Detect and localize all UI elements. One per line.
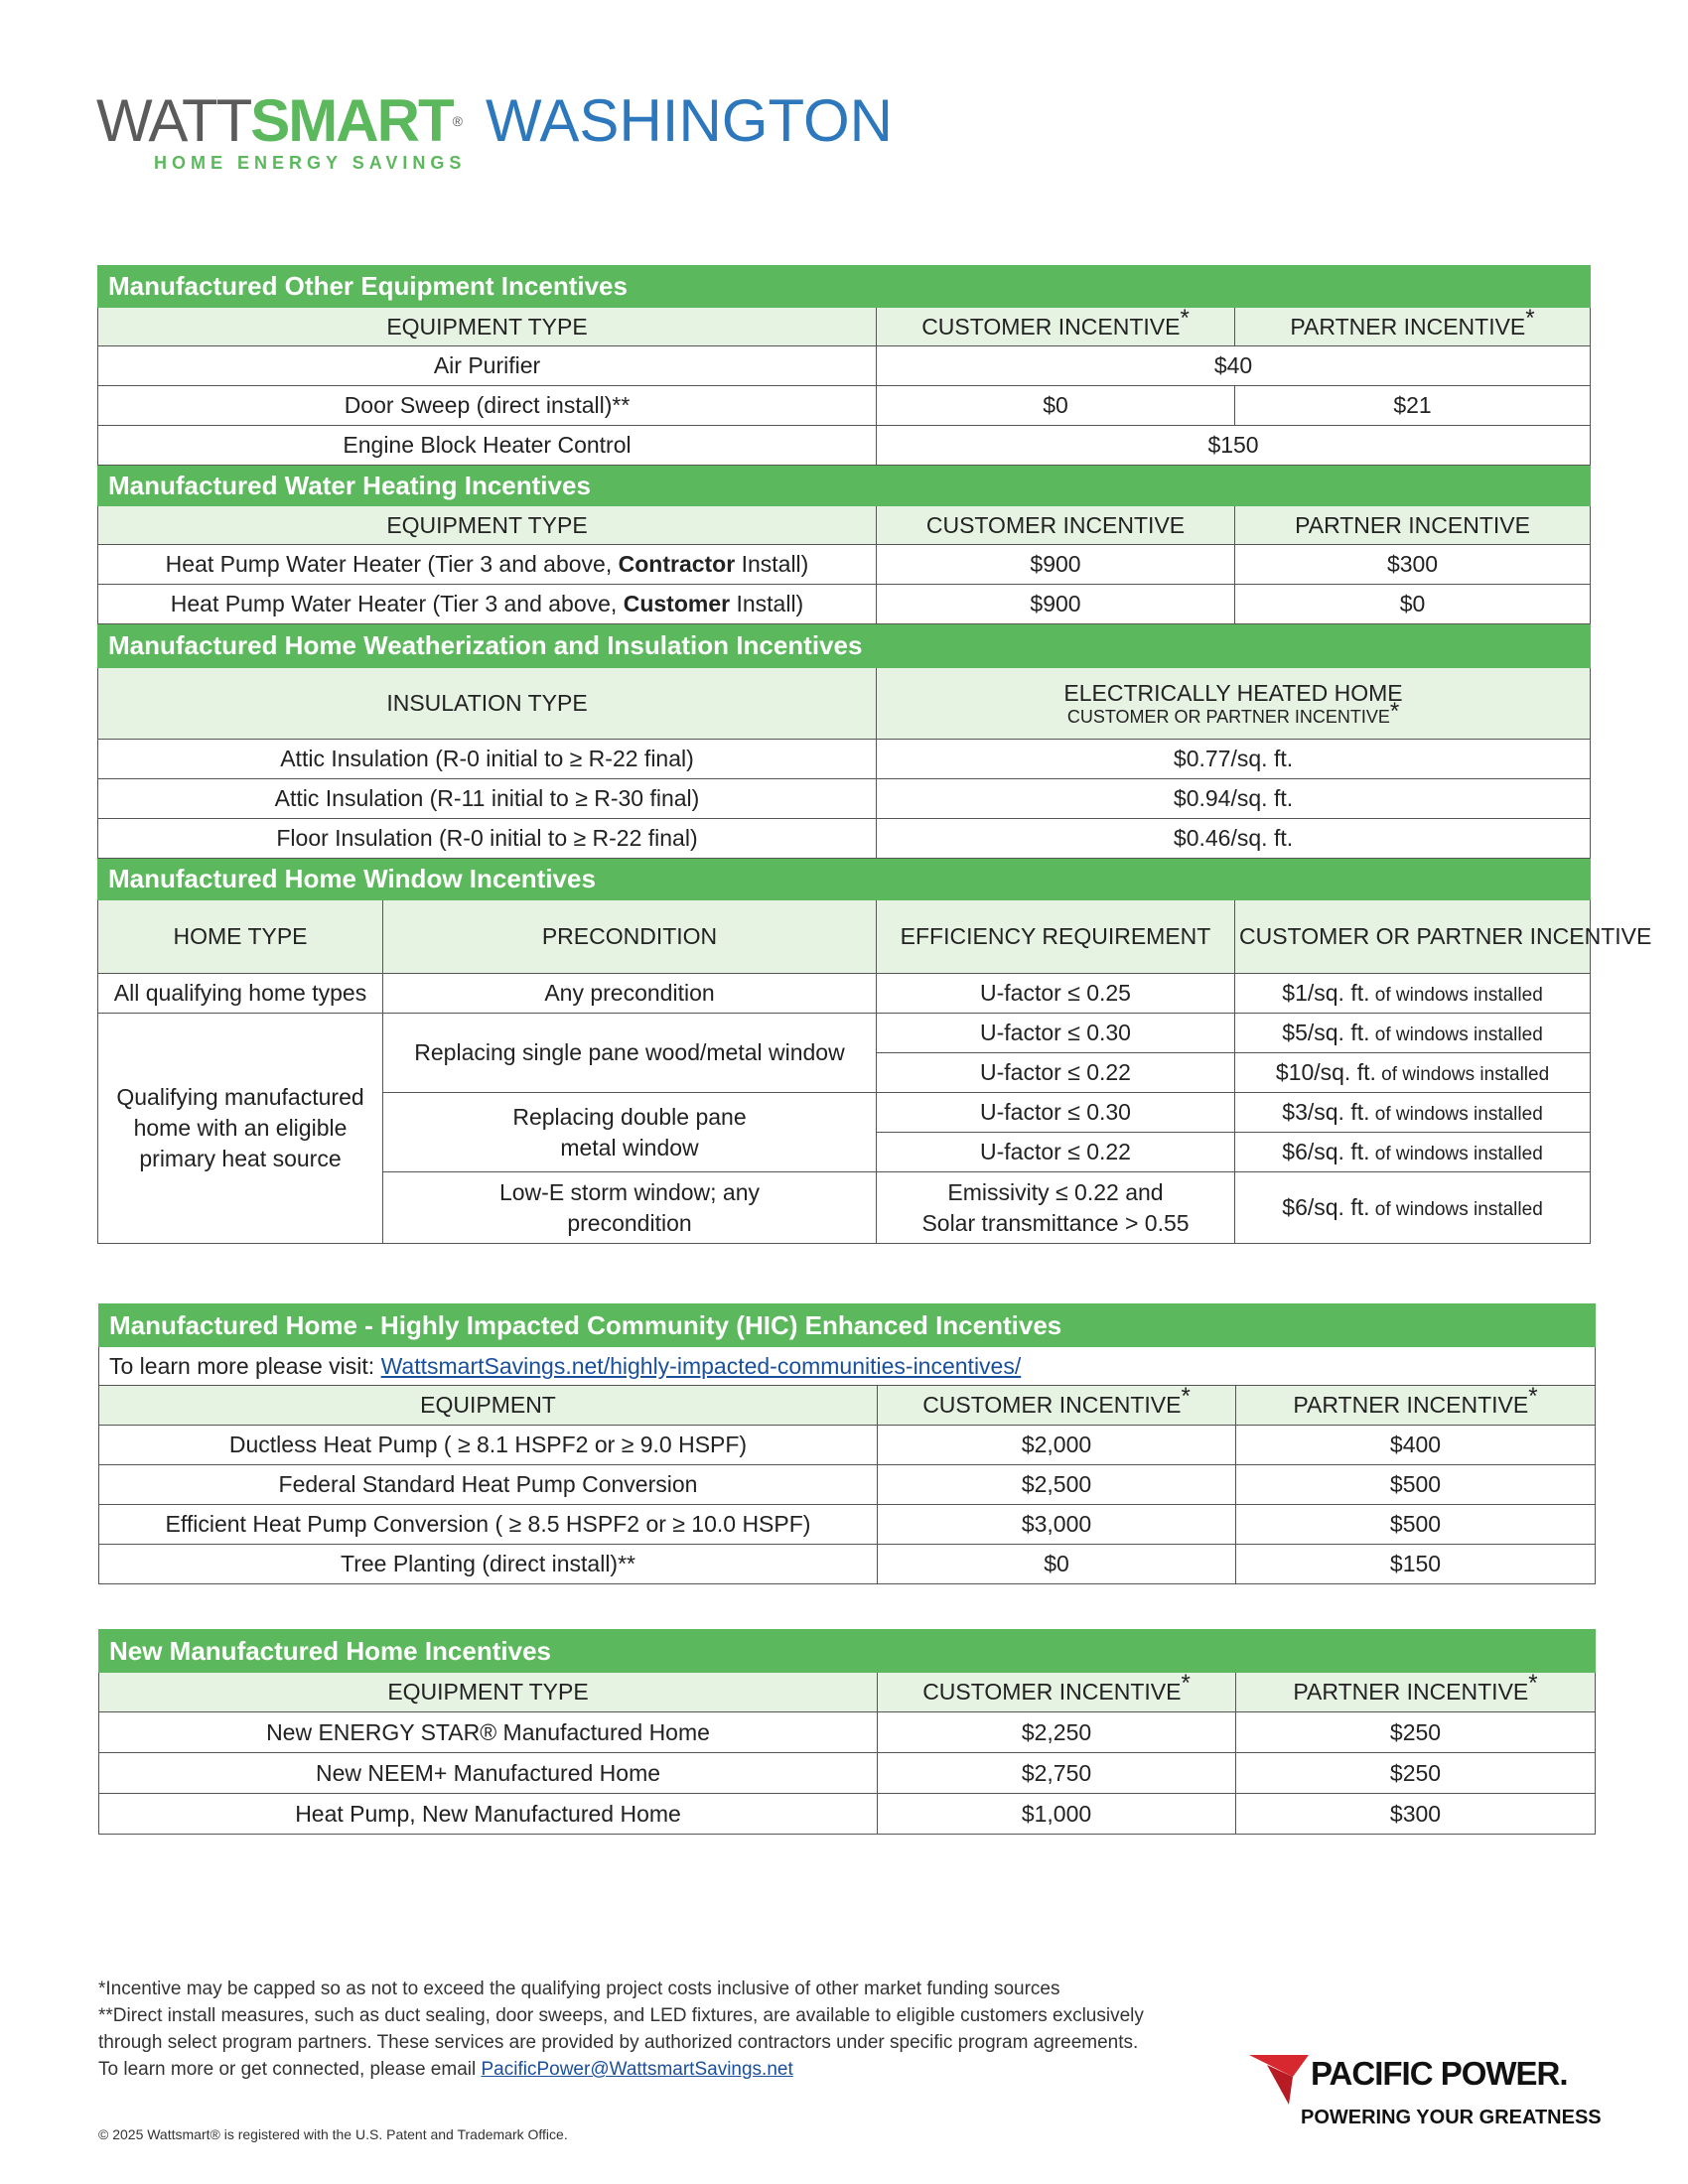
customer-incentive: $900: [877, 585, 1235, 624]
insulation-incentive: $0.77/sq. ft.: [877, 740, 1591, 779]
col-header-incentive: CUSTOMER OR PARTNER INCENTIVE: [1235, 900, 1591, 974]
customer-incentive: $3,000: [878, 1505, 1236, 1545]
precondition: Low-E storm window; any precondition: [383, 1172, 877, 1244]
section-weatherization: [98, 624, 1591, 668]
table-row: [98, 779, 1591, 819]
equipment-name: Heat Pump Water Heater (Tier 3 and above, Contractor Install): [98, 545, 877, 585]
table-row: [99, 1505, 1596, 1545]
section-hic: [99, 1304, 1596, 1347]
equipment-name: Engine Block Heater Control: [98, 426, 877, 466]
insulation-incentive: $0.94/sq. ft.: [877, 779, 1591, 819]
efficiency: U-factor ≤ 0.30: [877, 1093, 1235, 1133]
incentive-table-main: [97, 265, 1652, 1244]
col-header-insulation: INSULATION TYPE: [98, 668, 877, 740]
table-row: [99, 1426, 1596, 1465]
learn-more-text: To learn more please visit: WattsmartSavings.net/highly-impacted-communities-incentives/: [99, 1347, 1596, 1386]
insulation-incentive: $0.46/sq. ft.: [877, 819, 1591, 859]
customer-incentive: $900: [877, 545, 1235, 585]
table-row: [98, 585, 1591, 624]
table-row: [99, 1753, 1596, 1794]
combined-incentive: $150: [877, 426, 1591, 466]
customer-incentive: $1,000: [878, 1794, 1236, 1835]
col-header-equipment: EQUIPMENT TYPE: [98, 308, 877, 346]
col-header-partner: PARTNER INCENTIVE*: [1236, 1673, 1596, 1712]
customer-incentive: $2,250: [878, 1712, 1236, 1753]
footnote-contact: To learn more or get connected, please email PacificPower@WattsmartSavings.net: [98, 2059, 793, 2080]
insulation-name: Floor Insulation (R-0 initial to ≥ R-22 final): [98, 819, 877, 859]
section-water-heating: [98, 466, 1591, 506]
table-row: [98, 386, 1591, 426]
partner-incentive: $21: [1235, 386, 1591, 426]
partner-incentive: $500: [1236, 1505, 1596, 1545]
window-incentive: $6/sq. ft. of windows installed: [1235, 1133, 1591, 1172]
home-type: Qualifying manufactured home with an eligible primary heat source: [98, 1014, 383, 1244]
home-type: All qualifying home types: [98, 974, 383, 1014]
footnote-direct-install-cont: through select program partners. These services are provided by authorized contractors under specific program agreements.: [98, 2032, 1139, 2053]
col-header-precondition: PRECONDITION: [383, 900, 877, 974]
col-header-partner: PARTNER INCENTIVE*: [1236, 1386, 1596, 1426]
learn-more-row: [99, 1347, 1596, 1386]
col-header-equipment: EQUIPMENT: [99, 1386, 878, 1426]
logo-subtitle: HOME ENERGY SAVINGS: [154, 153, 467, 173]
col-header-partner: PARTNER INCENTIVE: [1235, 506, 1591, 545]
header-row: [98, 308, 1591, 346]
partner-incentive: $0: [1235, 585, 1591, 624]
customer-incentive: $2,750: [878, 1753, 1236, 1794]
efficiency: U-factor ≤ 0.30: [877, 1014, 1235, 1053]
pacific-power-logo: [1249, 2055, 1602, 2144]
col-header-customer: CUSTOMER INCENTIVE: [877, 506, 1235, 545]
copyright: © 2025 Wattsmart® is registered with the U.S. Patent and Trademark Office.: [98, 2126, 568, 2142]
precondition: Replacing double pane metal window: [383, 1093, 877, 1172]
table-row: [98, 819, 1591, 859]
header-row: [98, 900, 1591, 974]
efficiency: U-factor ≤ 0.25: [877, 974, 1235, 1014]
footnote-direct-install: **Direct install measures, such as duct sealing, door sweeps, and LED fixtures, are available to eligible customers exclusively: [98, 2005, 1144, 2026]
col-header-partner: PARTNER INCENTIVE*: [1235, 308, 1591, 346]
col-header-efficiency: EFFICIENCY REQUIREMENT: [877, 900, 1235, 974]
equipment-name: Door Sweep (direct install)**: [98, 386, 877, 426]
efficiency: Emissivity ≤ 0.22 and Solar transmittance > 0.55: [877, 1172, 1235, 1244]
col-header-customer: CUSTOMER INCENTIVE*: [878, 1673, 1236, 1712]
section-title: Manufactured Other Equipment Incentives: [98, 266, 1591, 308]
customer-incentive: $2,500: [878, 1465, 1236, 1505]
section-other-equipment: [98, 266, 1591, 308]
equipment-name: Heat Pump Water Heater (Tier 3 and above, Customer Install): [98, 585, 877, 624]
partner-incentive: $300: [1236, 1794, 1596, 1835]
equipment-name: New NEEM+ Manufactured Home: [99, 1753, 878, 1794]
section-title: New Manufactured Home Incentives: [99, 1630, 1596, 1673]
col-header-equipment: EQUIPMENT TYPE: [99, 1673, 878, 1712]
table-row: [99, 1794, 1596, 1835]
equipment-name: Ductless Heat Pump ( ≥ 8.1 HSPF2 or ≥ 9.0 HSPF): [99, 1426, 878, 1465]
precondition: Replacing single pane wood/metal window: [383, 1014, 877, 1093]
window-incentive: $1/sq. ft. of windows installed: [1235, 974, 1591, 1014]
col-header-electric-home: ELECTRICALLY HEATED HOME CUSTOMER OR PARTNER INCENTIVE*: [877, 668, 1591, 740]
col-header-equipment: EQUIPMENT TYPE: [98, 506, 877, 545]
hic-link[interactable]: WattsmartSavings.net/highly-impacted-communities-incentives/: [380, 1352, 1022, 1379]
equipment-name: Federal Standard Heat Pump Conversion: [99, 1465, 878, 1505]
precondition: Any precondition: [383, 974, 877, 1014]
window-incentive: $3/sq. ft. of windows installed: [1235, 1093, 1591, 1133]
pacific-power-mark-icon: [1249, 2055, 1315, 2105]
table-row: [99, 1465, 1596, 1505]
window-incentive: $6/sq. ft. of windows installed: [1235, 1172, 1591, 1244]
insulation-name: Attic Insulation (R-11 initial to ≥ R-30 final): [98, 779, 877, 819]
state-title: WASHINGTON: [486, 87, 894, 154]
footnote-incentive-cap: *Incentive may be capped so as not to exceed the qualifying project costs inclusive of other market funding sources: [98, 1979, 1060, 1999]
pacific-power-name: PACIFIC POWER.: [1311, 2055, 1568, 2092]
partner-incentive: $300: [1235, 545, 1591, 585]
window-incentive: $10/sq. ft. of windows installed: [1235, 1053, 1591, 1093]
incentive-table-new-home: [98, 1629, 1596, 1835]
table-row: [98, 974, 1591, 1014]
section-title: Manufactured Home - Highly Impacted Community (HIC) Enhanced Incentives: [99, 1304, 1596, 1347]
window-incentive: $5/sq. ft. of windows installed: [1235, 1014, 1591, 1053]
table-row: [99, 1545, 1596, 1584]
section-title: Manufactured Home Window Incentives: [98, 859, 1591, 900]
col-header-home-type: HOME TYPE: [98, 900, 383, 974]
insulation-name: Attic Insulation (R-0 initial to ≥ R-22 final): [98, 740, 877, 779]
section-windows: [98, 859, 1591, 900]
header-row: [99, 1386, 1596, 1426]
pacific-power-tagline: POWERING YOUR GREATNESS: [1301, 2107, 1602, 2128]
header-row: [98, 506, 1591, 545]
header-row: [98, 668, 1591, 740]
customer-incentive: $2,000: [878, 1426, 1236, 1465]
section-title: Manufactured Home Weatherization and Insulation Incentives: [98, 624, 1591, 668]
efficiency: U-factor ≤ 0.22: [877, 1133, 1235, 1172]
table-row: [99, 1712, 1596, 1753]
col-header-customer: CUSTOMER INCENTIVE*: [878, 1386, 1236, 1426]
efficiency: U-factor ≤ 0.22: [877, 1053, 1235, 1093]
table-row: [98, 740, 1591, 779]
logo-wordmark: WATTSMART®: [96, 87, 463, 154]
section-title: Manufactured Water Heating Incentives: [98, 466, 1591, 506]
partner-incentive: $250: [1236, 1753, 1596, 1794]
partner-incentive: $250: [1236, 1712, 1596, 1753]
table-row: [98, 545, 1591, 585]
equipment-name: Efficient Heat Pump Conversion ( ≥ 8.5 HSPF2 or ≥ 10.0 HSPF): [99, 1505, 878, 1545]
equipment-name: Heat Pump, New Manufactured Home: [99, 1794, 878, 1835]
customer-incentive: $0: [877, 386, 1235, 426]
table-row: [98, 346, 1591, 386]
footnotes: [98, 1976, 1191, 2083]
header-row: [99, 1673, 1596, 1712]
equipment-name: New ENERGY STAR® Manufactured Home: [99, 1712, 878, 1753]
partner-incentive: $400: [1236, 1426, 1596, 1465]
table-row: [98, 1014, 1591, 1053]
incentive-table-hic: [98, 1303, 1596, 1584]
combined-incentive: $40: [877, 346, 1591, 386]
table-row: [98, 426, 1591, 466]
partner-incentive: $500: [1236, 1465, 1596, 1505]
col-header-customer: CUSTOMER INCENTIVE*: [877, 308, 1235, 346]
equipment-name: Tree Planting (direct install)**: [99, 1545, 878, 1584]
section-new-home: [99, 1630, 1596, 1673]
customer-incentive: $0: [878, 1545, 1236, 1584]
email-link[interactable]: PacificPower@WattsmartSavings.net: [481, 2059, 793, 2080]
partner-incentive: $150: [1236, 1545, 1596, 1584]
equipment-name: Air Purifier: [98, 346, 877, 386]
